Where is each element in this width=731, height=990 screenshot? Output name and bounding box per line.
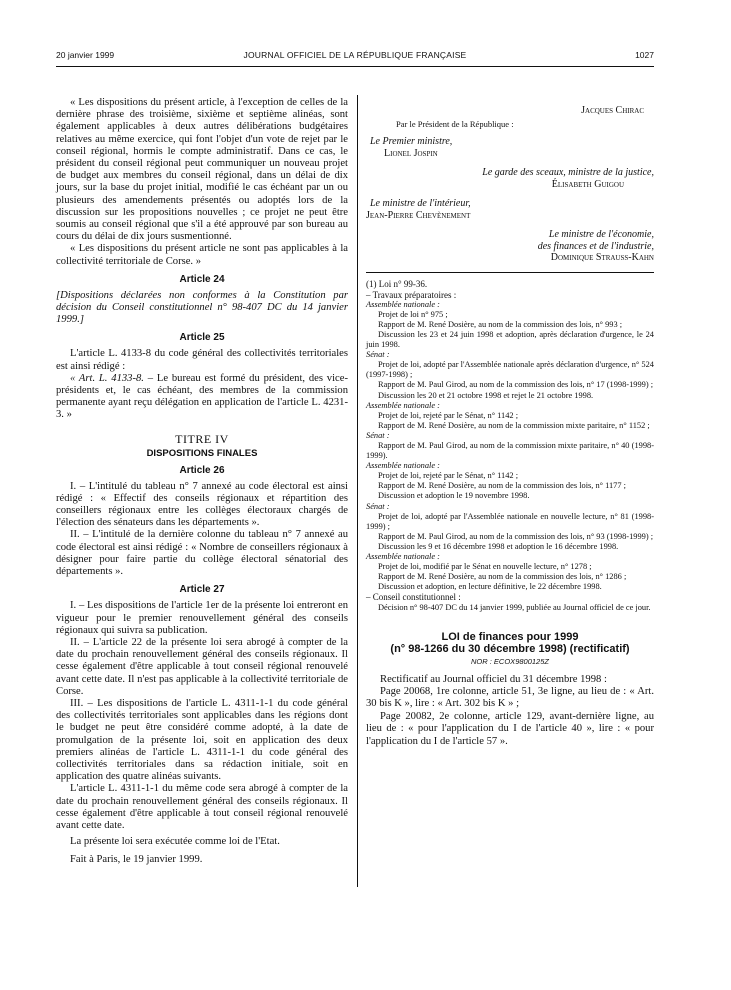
minister-role: Le garde des sceaux, ministre de la justice, xyxy=(482,167,654,178)
footnote-line: Projet de loi, rejeté par le Sénat, n° 1142 ; xyxy=(378,410,519,420)
closing-line: La présente loi sera exécutée comme loi de l'Etat. xyxy=(70,836,280,848)
footnote-line: Discussion les 23 et 24 juin 1998 et adoption, après déclaration d'urgence, le 24 juin 1998. xyxy=(366,329,654,350)
titre-subheading: DISPOSITIONS FINALES xyxy=(146,447,258,459)
nor-reference: NOR : ECOX9800125Z xyxy=(471,656,549,666)
article-heading: Article 27 xyxy=(179,584,225,596)
signature-block xyxy=(366,105,654,264)
footnote-line: Discussion et adoption, en lecture définitive, le 22 décembre 1998. xyxy=(378,582,602,592)
minister-role: Le ministre de l'économie, xyxy=(548,229,654,240)
footnote-line: Décision n° 98-407 DC du 14 janvier 1999, publiée au Journal officiel de ce jour. xyxy=(378,602,651,612)
article-heading: Article 25 xyxy=(179,332,225,344)
footnote-line: Projet de loi n° 975 ; xyxy=(378,309,448,319)
article-text: L'article L. 4311-1-1 du même code sera abrogé à compter de la date du prochain renouvellement général des conseils régionaux. Il cesse également d'être applicable à tout conseil régional renouvelé avant cette date. xyxy=(56,783,348,831)
article-text: I. – L'intitulé du tableau n° 7 annexé au code électoral est ainsi rédigé : « Effectif des conseils régionaux et répartition des conseillers régionaux entre les collèges électoraux chargés de l'élection des sénateurs dans les départements ». xyxy=(56,480,348,529)
president-name: Jacques Chirac xyxy=(581,105,644,116)
header-page-number: 1027 xyxy=(635,50,654,60)
header-journal-title: JOURNAL OFFICIEL DE LA RÉPUBLIQUE FRANÇAISE xyxy=(243,50,467,60)
footnote-line: Rapport de M. Paul Girod, au nom de la commission des lois, n° 17 (1998-1999) ; xyxy=(378,380,654,390)
footnote-line: Discussion et adoption le 19 novembre 1998. xyxy=(378,491,530,501)
article-heading: Article 24 xyxy=(179,273,225,285)
minister-name: Dominique Strauss-Kahn xyxy=(550,252,654,263)
minister-name: Lionel Jospin xyxy=(384,147,438,159)
closing-date: Fait à Paris, le 19 janvier 1999. xyxy=(70,854,203,866)
footnote-line: Projet de loi, adopté par l'Assemblée nationale en nouvelle lecture, n° 81 (1998-1999) ; xyxy=(366,511,654,531)
footnote-line: Rapport de M. Paul Girod, au nom de la commission mixte paritaire, n° 40 (1998-1999). xyxy=(366,441,654,461)
article-text: II. – L'article 22 de la présente loi sera abrogé à compter de la date du prochain renouvellement général des conseils régionaux. Il cesse également d'être applicable à tout conseil régional renouvelé avant cette date. Il n'est pas applicable à la collectivité territoriale de Corse. xyxy=(56,636,348,697)
article-text xyxy=(56,373,348,422)
article-heading: Article 26 xyxy=(179,464,225,476)
header-rule xyxy=(56,66,654,67)
footnote-line: Discussion les 9 et 16 décembre 1998 et adoption le 16 décembre 1998. xyxy=(378,541,619,551)
loi-title-line: LOI de finances pour 1999 xyxy=(441,630,579,643)
footnote-heading: – Conseil constitutionnel : xyxy=(366,592,461,603)
conseil-label: Conseil constitutionnel : xyxy=(372,592,461,603)
column-divider xyxy=(357,95,358,887)
footnote-line: Projet de loi, adopté par l'Assemblée nationale après déclaration d'urgence, n° 524 (1997-1998) ; xyxy=(366,360,654,380)
footnote-line: Rapport de M. René Dosière, au nom de la commission des lois, n° 1286 ; xyxy=(378,572,627,582)
rectificatif-paragraph: Page 20068, 1re colonne, article 51, 3e ligne, au lieu de : « Art. 30 bis K », lire : « Art. 302 bis K » ; xyxy=(366,686,654,710)
minister-name: Élisabeth Guigou xyxy=(551,178,624,190)
article-text: II. – L'intitulé de la dernière colonne du tableau n° 7 annexé au code électoral est ainsi rédigé : « Nombre de conseillers régionaux à désigner pour faire partie du collège électoral sénatorial des départements ». xyxy=(56,529,348,578)
footnote-line: Discussion les 20 et 21 octobre 1998 et rejet le 21 octobre 1998. xyxy=(378,390,594,400)
quote-paragraph: « Les dispositions du présent article ne sont pas applicables à la collectivité territoriale de Corse. » xyxy=(56,243,348,267)
footnote-line: Rapport de M. René Dosière, au nom de la commission des lois, n° 993 ; xyxy=(378,319,623,329)
footnote-line: Rapport de M. René Dosière, au nom de la commission des lois, n° 1177 ; xyxy=(378,481,626,491)
footnotes xyxy=(366,279,654,613)
footnote-chamber: Assemblée nationale : xyxy=(366,299,440,309)
footnote-chamber: Assemblée nationale : xyxy=(366,400,440,410)
footnote-chamber: Sénat : xyxy=(366,350,390,360)
footnote-chamber: Assemblée nationale : xyxy=(366,552,440,562)
loi-title-line: (n° 98-1266 du 30 décembre 1998) (rectificatif) xyxy=(390,643,630,656)
page-header xyxy=(56,44,654,66)
footnote-separator xyxy=(366,272,654,273)
footnote-line: Projet de loi, modifié par le Sénat en nouvelle lecture, n° 1278 ; xyxy=(378,562,592,572)
article-ref: « Art. L. 4133-8. – xyxy=(70,372,154,384)
minister-role: des finances et de l'industrie, xyxy=(537,240,654,252)
footnote-line: Rapport de M. René Dosière, au nom de la commission mixte paritaire, n° 1152 ; xyxy=(378,420,650,430)
rectificatif-paragraph: Rectificatif au Journal officiel du 31 décembre 1998 : xyxy=(380,673,607,685)
rectificatif-paragraph: Page 20082, 2e colonne, article 129, avant-dernière ligne, au lieu de : « pour l'application du I de l'article 40 », lire : « pour l'application du I de l'article 57 ». xyxy=(366,710,654,747)
footnote-chamber: Sénat : xyxy=(366,430,390,440)
loi-title xyxy=(366,631,654,656)
minister-role: Le Premier ministre, xyxy=(370,136,453,147)
footnote-list xyxy=(366,300,654,593)
footnote-heading: – Travaux préparatoires : xyxy=(366,289,457,300)
article-text: [Dispositions déclarées non conformes à la Constitution par décision du Conseil constitutionnel n° 98-407 DC du 14 janvier 1999.] xyxy=(56,289,348,326)
footnote-loi: (1) Loi n° 99-36. xyxy=(366,278,428,289)
minister-role: Le ministre de l'intérieur, xyxy=(370,198,471,209)
footnote-chamber: Assemblée nationale : xyxy=(366,461,440,471)
article-body: Le bureau est formé du président, des vice-présidents et, le cas échéant, des membres de la commission permanente ayant reçu délégation en application de l'article L. 4231-3. » xyxy=(56,372,348,421)
travaux-label: Travaux préparatoires : xyxy=(372,289,457,300)
quote-paragraph: « Les dispositions du présent article, à l'exception de celles de la dernière phrase des troisième, sixième et septième alinéas, sont également applicables à deux autres délibérations budgétaires relatives au même exercice, qui font l'objet d'un vote de rejet par le conseil régional, hormis le compte administratif. Dans ce cas, le président du conseil régional peut communiquer un nouveau projet de budget aux membres du conseil régional, dans un délai de dix jours, sur la base du projet initial, modifié le cas échéant par un ou plusieurs des amendements présentés ou adoptés lors de la discussion sur les propositions nouvelles ; ce projet ne peut être soumis au conseil régional que s'il a été approuvé par son bureau au cours du délai de dix jours susmentionné. xyxy=(56,97,348,243)
footnote-line: Projet de loi, rejeté par le Sénat, n° 1142 ; xyxy=(378,471,519,481)
minister-name: Jean-Pierre Chevènement xyxy=(366,209,471,221)
signature-intro: Par le Président de la République : xyxy=(396,118,514,129)
article-text: L'article L. 4133-8 du code général des collectivités territoriales est ainsi rédigé : xyxy=(56,348,348,372)
footnote-chamber: Sénat : xyxy=(366,501,390,511)
article-text: I. – Les dispositions de l'article 1er de la présente loi entreront en vigueur pour le premier renouvellement général des conseils régionaux qui suivra sa publication. xyxy=(56,600,348,636)
titre-heading: TITRE IV xyxy=(175,431,229,446)
right-column xyxy=(366,97,654,748)
article-text: III. – Les dispositions de l'article L. 4311-1-1 du code général des collectivités territoriales sont applicables dans les régions dont le budget ne peut être considéré comme adopté, à la date de promulgation de la présente loi, soit en application des deux premiers alinéas de l'article L. 4311-1-1 du code général des collectivités territoriales dans sa rédaction initiale, soit en application des quatre alinéas suivants. xyxy=(56,697,348,783)
footnote-line: Rapport de M. Paul Girod, au nom de la commission des lois, n° 93 (1998-1999) ; xyxy=(378,531,654,541)
left-column xyxy=(56,97,348,867)
header-date: 20 janvier 1999 xyxy=(56,50,115,60)
